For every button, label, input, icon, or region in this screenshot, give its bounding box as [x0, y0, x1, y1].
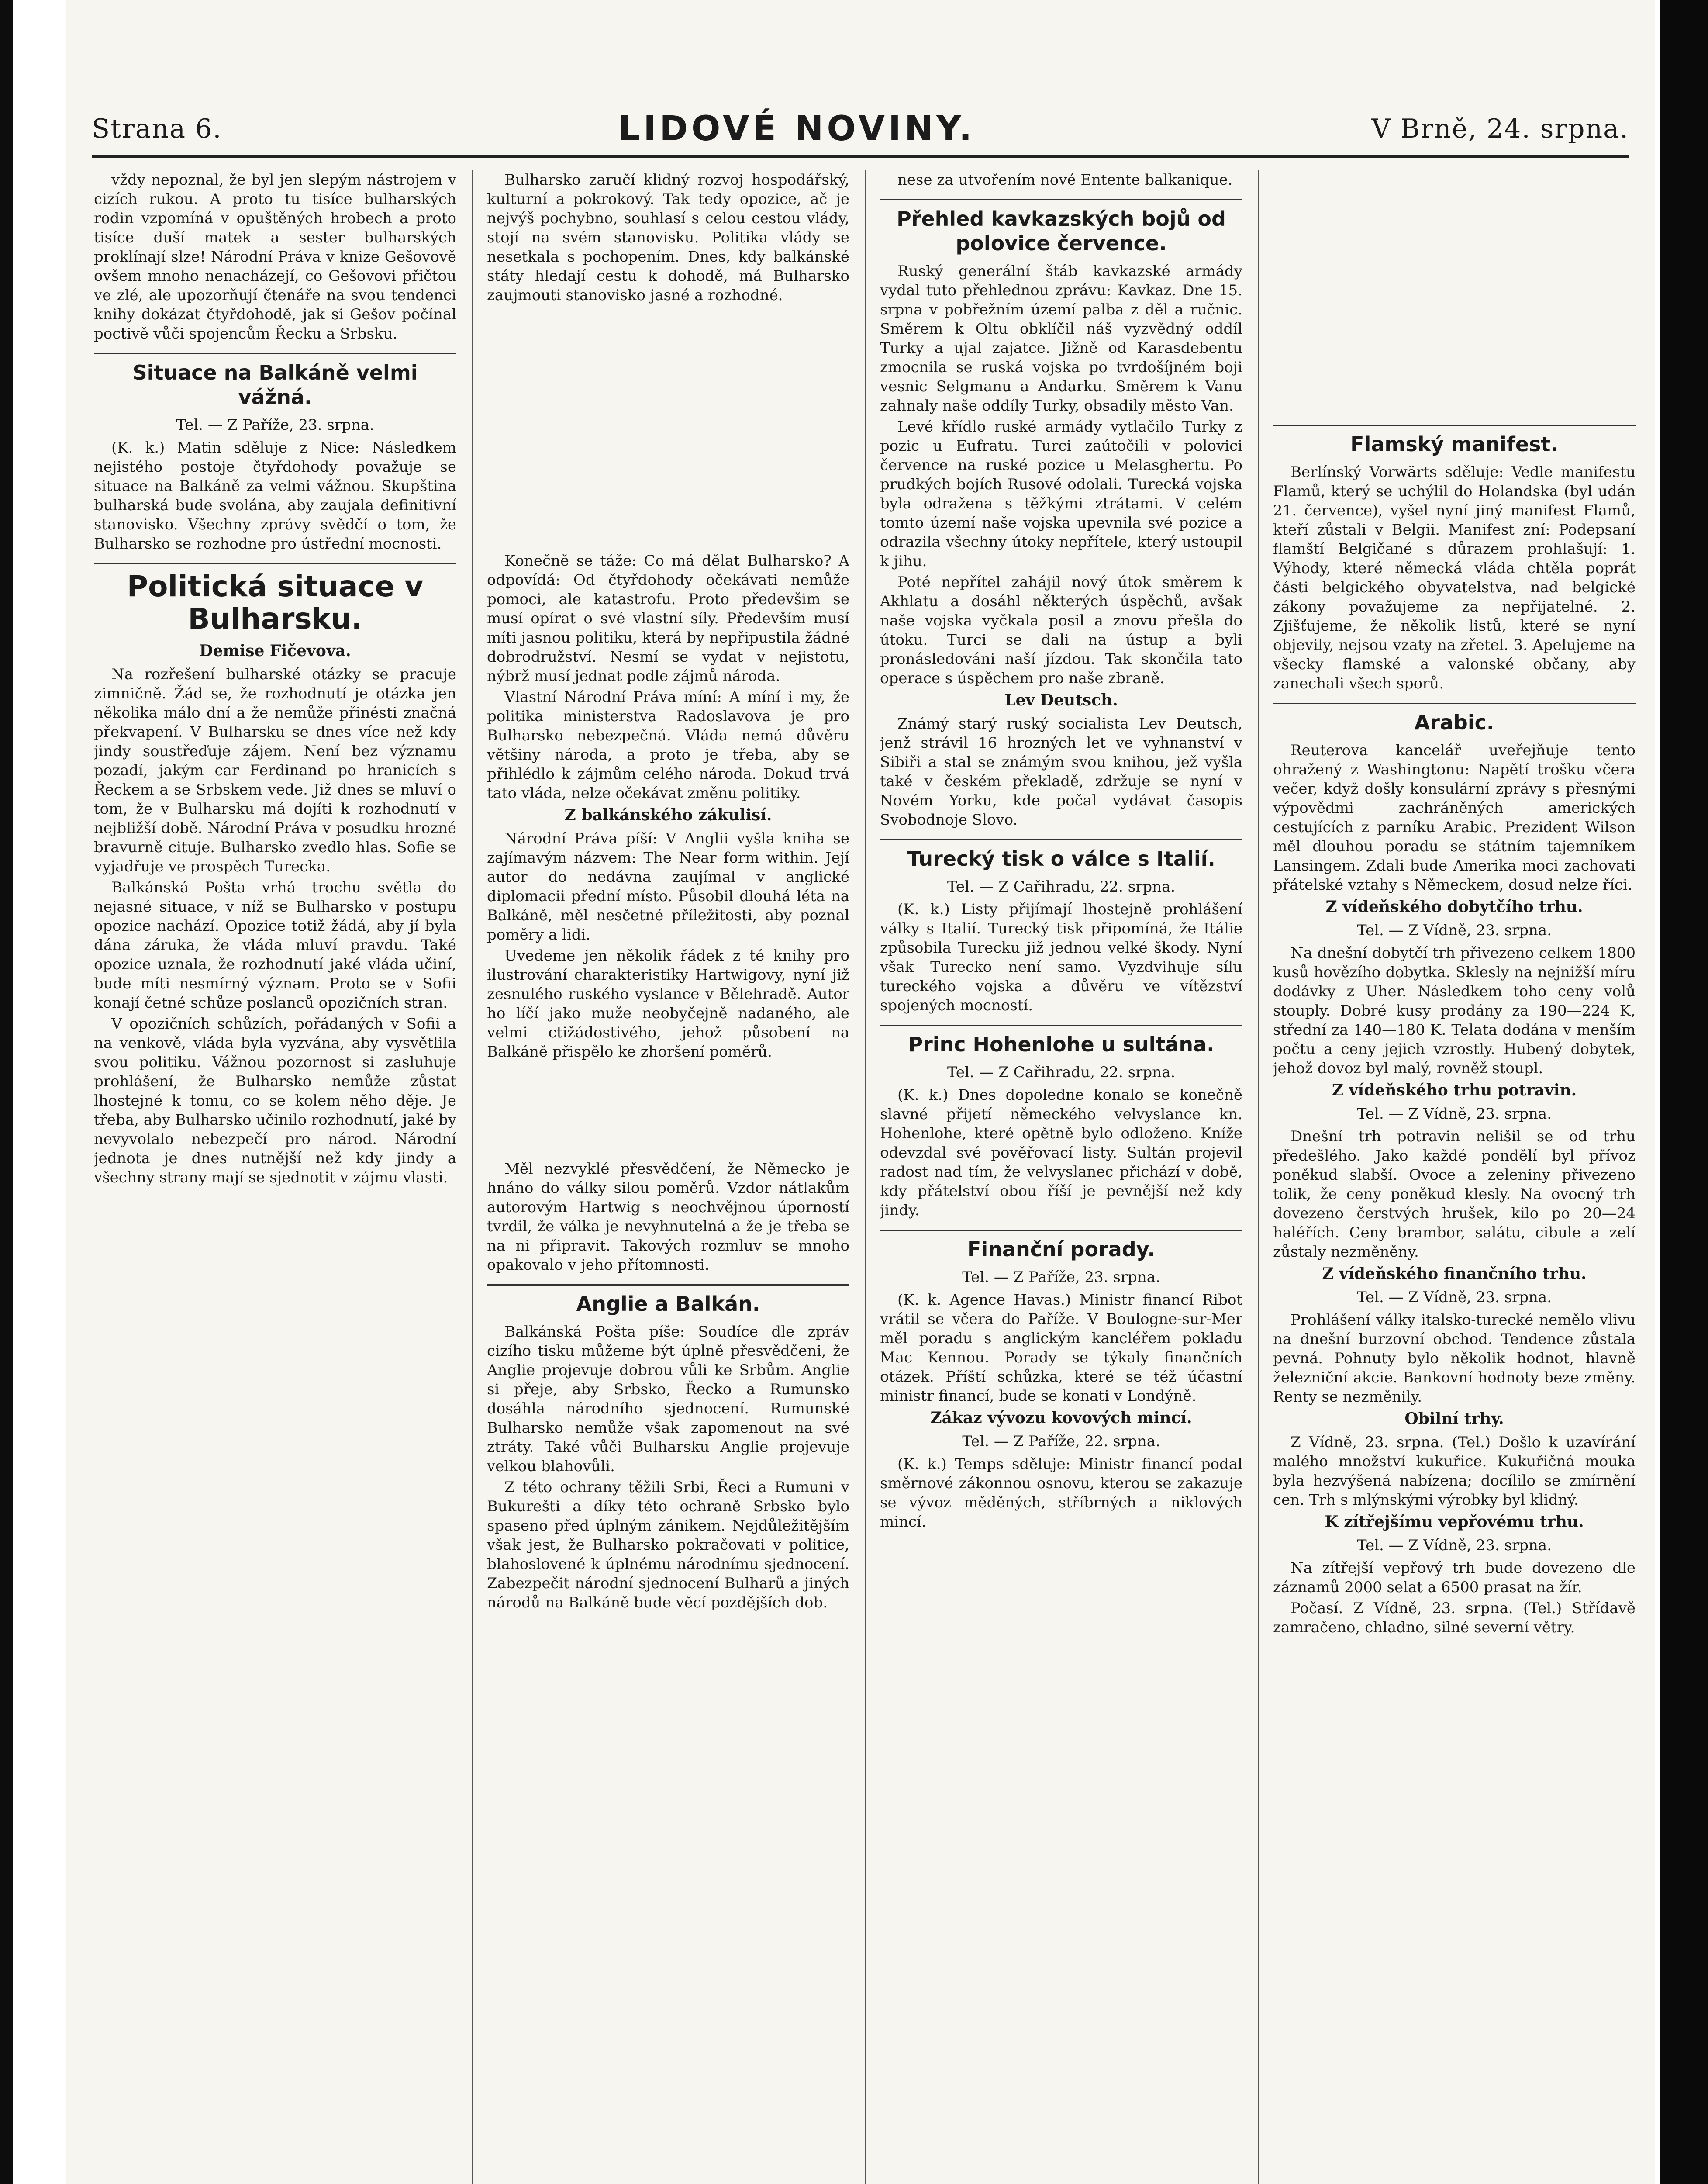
article-subheading: Lev Deutsch. — [1004, 691, 1118, 709]
article-heading: Politická situace v Bulharsku. — [94, 563, 456, 635]
article-text: Balkánská Pošta píše: Soudíce dle zpráv cizího tisku můžeme být úplně přesvědčeni, že Anglie projevuje dobrou vůli ke Srbům. Anglie si přeje, aby Srbsko, Řecko a Rumunsko dosáhla národního sjednocení. Rumunské Bulharsko nemůže však zapomenout na své ztráty. Také vůči Bulharsku Anglie projevuje velkou blahovůli. — [487, 1323, 849, 1475]
article-text: Na dnešní dobytčí trh přivezeno celkem 1800 kusů hovězího dobytka. Sklesly na nejnižší míru dodávky z Uher. Následkem toho ceny volů stouply. Dobré kusy prodány za 190—224 K, střední za 140—180 K. Telata dodána v menším počtu a ceny jejich vzrostly. Hubený dobytek, jehož dovoz byl malý, rovněž stoupl. — [1273, 944, 1636, 1077]
column-1 — [94, 170, 456, 2184]
article-text: Z Vídně, 23. srpna. (Tel.) Došlo k uzavírání malého množství kukuřice. Kukuřičná mouka byla hezvýšená nabízena; docílilo se zmírnění cen. Trh s mlýnskými výrobky byl klidný. — [1273, 1434, 1636, 1509]
dateline: Tel. — Z Cařihradu, 22. srpna. — [947, 878, 1176, 895]
article-text: Reuterova kancelář uveřejňuje tento ohražený z Washingtonu: Napětí trošku včera večer, když došly konsulární zprávy s přesnými výpovědmi zachráněných amerických cestujících z parníku Arabic. Prezident Wilson měl dlouhou poradu se státním tajemníkem Lansingem. Zdali bude Amerika moci zachovati přátelské vztahy s Německem, dosud nelze říci. — [1273, 742, 1636, 894]
dateline: Tel. — Z Cařihradu, 22. srpna. — [947, 1064, 1176, 1081]
page-number: Strana 6. — [92, 114, 222, 144]
article-text: (K. k.) Matin sděluje z Nice: Následkem nejistého postoje čtyřdohody považuje se situace na Balkáně za velmi vážnou. Skupština bulharská bude svolána, aby zaujala definitivní stanovisko. Všechny zprávy svědčí o tom, že Bulharsko se rozhodne pro ústřední mocnosti. — [94, 439, 456, 553]
article-heading: Flamský manifest. — [1273, 425, 1636, 456]
article-text: (K. k. Agence Havas.) Ministr financí Ribot vrátil se včera do Paříže. V Boulogne-sur-Mer měl poradu s anglickým kancléřem pokladu Mac Kennou. Porady se týkaly finančních otázek. Příští schůzka, které se též účastní ministr financí, bude se konati v Londýně. — [880, 1291, 1242, 1405]
censored-gap — [487, 307, 849, 551]
article-text: (K. k.) Dnes dopoledne konalo se konečně slavné přijetí německého velvyslance kn. Hohenlohe, které opětně bylo odloženo. Kníže odevzdal své pověřovací listy. Sultán projevil radost nad tím, že velvyslanec přichází v době, kdy přátelství obou říší je pevnější než kdy jindy. — [880, 1086, 1242, 1219]
article-text: Vlastní Národní Práva míní: A míní i my, že politika ministerstva Radoslavova je pro Bulharsko nebezpečná. Vláda nemá důvěru většiny národa, a proto je třeba, aby se přihlédlo k zájmům celého národa. Dokud trvá tato vláda, nelze očekávat změnu politiky. — [487, 688, 849, 802]
article-text: Na rozřešení bulharské otázky se pracuje zimničně. Žád se, že rozhodnutí je otázka jen několika málo dní a že nemůže přinésti značná překvapení. V Bulharsku se dnes více než kdy jindy soustřeďuje zájem. Není bez významu pozadí, jakým car Ferdinand po hranicích s Řeckem a se Srbskem vede. Již dnes se mluví o tom, že v Bulharsku má dojíti k rozhodnutí v nejbližší době. Národní Práva v posudku hrozné bravurně cituje. Bulharsko zvedlo hlas. Sofie se vyjadřuje ve prospěch Turecka. — [94, 666, 456, 875]
article-text: Známý starý ruský socialista Lev Deutsch, jenž strávil 16 hrozných let ve vyhnanství v Sibiři a stal se známým svou knihou, jež vyšla také v českém překladě, zdržuje se nyní v Novém Yorku, kde počal vydávat časopis Svobodnoje Slovo. — [880, 715, 1242, 829]
column-rule — [472, 170, 473, 2184]
masthead-title: LIDOVÉ NOVINY. — [618, 109, 976, 149]
article-heading: Arabic. — [1273, 703, 1636, 735]
article-text: Levé křídlo ruské armády vytlačilo Turky z pozic u Eufratu. Turci zaútočili v polovici července na ruské pozice u Melasghertu. Po prudkých bojích Rusové odolali. Turecká vojska byla odražena s těžkými ztrátami. V celém tomto území naše vojska upevnila své pozice a odrazila všechny útoky nepřítele, který ustoupil k jihu. — [880, 418, 1242, 570]
column-2 — [487, 170, 849, 2184]
article-text: Bulharsko zaručí klidný rozvoj hospodářský, kulturní a pokrokový. Tak tedy opozice, ač je nejvýš pochybno, souhlasí s celou cestou vlády, stojí na svém stanovisku. Politika vlády se nesetkala s pochopením. Dnes, kdy balkánské státy hledají cestu k dohodě, má Bulharsko zaujmouti stanovisko jasné a rozhodné. — [487, 171, 849, 304]
article-text: Konečně se táže: Co má dělat Bulharsko? A odpovídá: Od čtyřdohody očekávati nemůže pomoci, ale katastrofu. Proto předevšim se musí opírat o své vlastní síly. Především musí míti jasnou politiku, která by nepřipustila žádné dobrodružství. Nesmí se vydat v nejistotu, nýbrž musí jednat podle zájmů národa. — [487, 552, 849, 685]
article-subheading: Z vídeňského dobytčího trhu. — [1325, 898, 1583, 916]
article-text: (K. k.) Listy přijímají lhostejně prohlášení války s Italií. Turecký tisk připomíná, že Itálie způsobila Turecku již jednou velké škody. Nyní však Turecko není samo. Vyzdvihuje sílu tureckého vojska a důvěru ve vítězství spojených mocností. — [880, 901, 1242, 1014]
page-header — [92, 103, 1629, 158]
article-text: vždy nepoznal, že byl jen slepým nástrojem v cizích rukou. A proto tu tisíce bulharských rodin vzpomíná v opuštěných hrobech a proto tisíce duší matek a sester bulharských proklínají slze! Národní Práva v knize Gešovově ovšem mnoho nenacházejí, co Gešovovi přičtou ve zlé, ale upozorňují čtenáře na svou tendenci knihy dokázat čtyřdohodě, jak si Gešov počínal poctivě vůči spojencům Řecku a Srbsku. — [94, 171, 456, 342]
dateline: Tel. — Z Paříže, 23. srpna. — [962, 1268, 1160, 1286]
article-heading: Anglie a Balkán. — [487, 1284, 849, 1316]
column-rule — [865, 170, 866, 2184]
article-text: Z této ochrany těžili Srbi, Řeci a Rumuni v Bukurešti a díky této ochraně Srbsko bylo spaseno před úplným zánikem. Nejdůležitějším však jest, že Bulharsko pokračovati v politice, blahoslovené k úplnému národnímu sjednocení. Zabezpečit národní sjednocení Bulharů a jiných národů na Balkáně bude věcí pozdějších dob. — [487, 1479, 849, 1611]
article-heading: Finanční porady. — [880, 1230, 1242, 1261]
article-subheading: Z vídeňského trhu potravin. — [1332, 1081, 1577, 1099]
dateline: Tel. — Z Vídně, 23. srpna. — [1356, 1105, 1552, 1123]
scan-edge-right — [1660, 0, 1708, 2184]
article-heading: Princ Hohenlohe u sultána. — [880, 1025, 1242, 1057]
dateline: Tel. — Z Paříže, 22. srpna. — [962, 1433, 1160, 1450]
article-text: Berlínský Vorwärts sděluje: Vedle manifestu Flamů, který se uchýlil do Holandska (byl udán 21. července), vyšel nyní jiný manifest Flamů, kteří zůstali v Belgii. Manifest zní: Podepsaní flamští Belgičané s důrazem prohlašují: 1. Výhody, které německá vláda chtěla poprát části belgického obyvatelstva, nad belgické zákony považujeme za nepřijatelné. 2. Zjišťujeme, že několik listů, které se nyní objevily, nejsou vzaty na zřetel. 3. Apelujeme na všecky flamské a valonské občany, aby zanechali všech sporů. — [1273, 463, 1636, 692]
censored-gap — [1273, 170, 1636, 415]
article-text: Počasí. Z Vídně, 23. srpna. (Tel.) Střídavě zamračeno, chladno, silné severní větry. — [1273, 1600, 1636, 1636]
article-text: Na zítřejší vepřový trh bude dovezeno dle záznamů 2000 selat a 6500 prasat na žír. — [1273, 1559, 1636, 1596]
column-4 — [1273, 170, 1636, 2184]
column-3 — [880, 170, 1242, 2184]
dateline: Tel. — Z Paříže, 23. srpna. — [176, 416, 374, 434]
article-text: Měl nezvyklé přesvědčení, že Německo je hnáno do války silou poměrů. Vzdor nátlakům autorovým Hartwig s neochvějnou úporností tvrdil, že válka je nevyhnutelná a že je třeba se na ni připravit. Takových rozmluv se mnoho opakovalo v jeho přítomnosti. — [487, 1160, 849, 1274]
column-rule — [1258, 170, 1259, 2184]
article-text: (K. k.) Temps sděluje: Ministr financí podal směrnové zákonnou osnovu, kterou se zakazuje se vývoz měděných, stříbrných a niklových mincí. — [880, 1455, 1242, 1531]
article-text: Národní Práva píší: V Anglii vyšla kniha se zajímavým názvem: The Near form within. Její autor do nedávna zaujímal v anglické diplomacii přední místo. Působil dlouhá léta na Balkáně, měl nesčetné příležitosti, aby poznal poměry a lidi. — [487, 830, 849, 943]
article-text: Prohlášení války italsko-turecké nemělo vlivu na dnešní burzovní obchod. Tendence zůstala pevná. Pohnuty bylo několik hodnot, hlavně železniční akcie. Bankovní hodnoty beze změny. Renty se nezměnily. — [1273, 1311, 1636, 1406]
article-subheading: Z balkánského zákulisí. — [564, 806, 772, 824]
issue-date: V Brně, 24. srpna. — [1371, 114, 1629, 144]
article-text: Poté nepřítel zahájil nový útok směrem k Akhlatu a dosáhl některých úspěchů, avšak naše vojska vyčkala posil a znovu přešla do útoku. Turci se dali na ústup a byli pronásledováni naší jízdou. Tak skončila tato operace s úspěchem pro naše zbraně. — [880, 574, 1242, 687]
article-text: Uvedeme jen několik řádek z té knihy pro ilustrování charakteristiky Hartwigovy, nyní již zesnulého ruského vyslance v Bělehradě. Autor ho líčí jako muže neobyčejně nadaného, ale velmi ctižádostivého, jehož působení na Balkáně přispělo ke zhoršení poměrů. — [487, 947, 849, 1061]
dateline: Tel. — Z Vídně, 23. srpna. — [1356, 1537, 1552, 1554]
scan-edge-left — [0, 0, 13, 2184]
article-text: Ruský generální štáb kavkazské armády vydal tuto přehlednou zprávu: Kavkaz. Dne 15. srpna v pobřežním území palba z děl a ručnic. Směrem k Oltu obklíčil náš vyzvědný oddíl Turky a ujal zajatce. Jižně od Karasdebentu zmocnila se ruská vojska po tvrdošíjném boji vesnic Selgmanu a Andarku. Směrem k Vanu zahnaly naše oddíly Turky, obsadily město Van. — [880, 263, 1242, 415]
article-text: V opozičních schůzích, pořádaných v Sofii a na venkově, vláda byla vyzvána, aby vysvětlila svou politiku. Vážnou pozornost si zasluhuje prohlášení, že Bulharsko nemůže zůstat lhostejné k tomu, co se kolem něho děje. Je třeba, aby Bulharsko učinilo rozhodnutí, jaké by nevyvolalo nebezpečí pro národ. Národní jednota je dnes nutnější než kdy jindy a všechny strany mají se sjednotit v zájmu vlasti. — [94, 1015, 456, 1186]
dateline: Tel. — Z Vídně, 23. srpna. — [1356, 922, 1552, 939]
dateline: Tel. — Z Vídně, 23. srpna. — [1356, 1289, 1552, 1306]
article-text: Balkánská Pošta vrhá trochu světla do nejasné situace, v níž se Bulharsko v postupu opozice nachází. Opozice totiž žádá, aby jí byla dána záruka, že vláda mluví pravdu. Také opozice uznala, že rozhodnutí jaké vláda učiní, bude míti nesmírný význam. Proto se v Sofii konají četné schůze poslanců opozičních stran. — [94, 879, 456, 1012]
article-heading: Turecký tisk o válce s Italií. — [880, 839, 1242, 871]
article-subheading: Demise Fičevova. — [199, 642, 351, 660]
article-subheading: K zítřejšímu vepřovému trhu. — [1325, 1513, 1584, 1531]
article-text: Dnešní trh potravin nelišil se od trhu předešlého. Jako každé pondělí byl přívoz poněkud slabší. Ovoce a zeleniny přivezeno tolik, že ceny poněkud klesly. Na ovocný trh dovezeno čerstvých hrušek, kilo po 20—24 haléřích. Ceny brambor, salátu, cibule a zelí zůstaly nezměněny. — [1273, 1128, 1636, 1261]
article-subheading: Obilní trhy. — [1404, 1410, 1504, 1428]
article-heading: Přehled kavkazských bojů od polovice července. — [880, 199, 1242, 256]
article-subheading: Zákaz vývozu kovových mincí. — [930, 1409, 1192, 1427]
article-heading: Situace na Balkáně velmi vážná. — [94, 353, 456, 409]
article-text: nese za utvořením nové Entente balkanique. — [897, 171, 1233, 189]
article-subheading: Z vídeňského finančního trhu. — [1322, 1265, 1587, 1283]
censored-gap — [487, 1063, 849, 1159]
